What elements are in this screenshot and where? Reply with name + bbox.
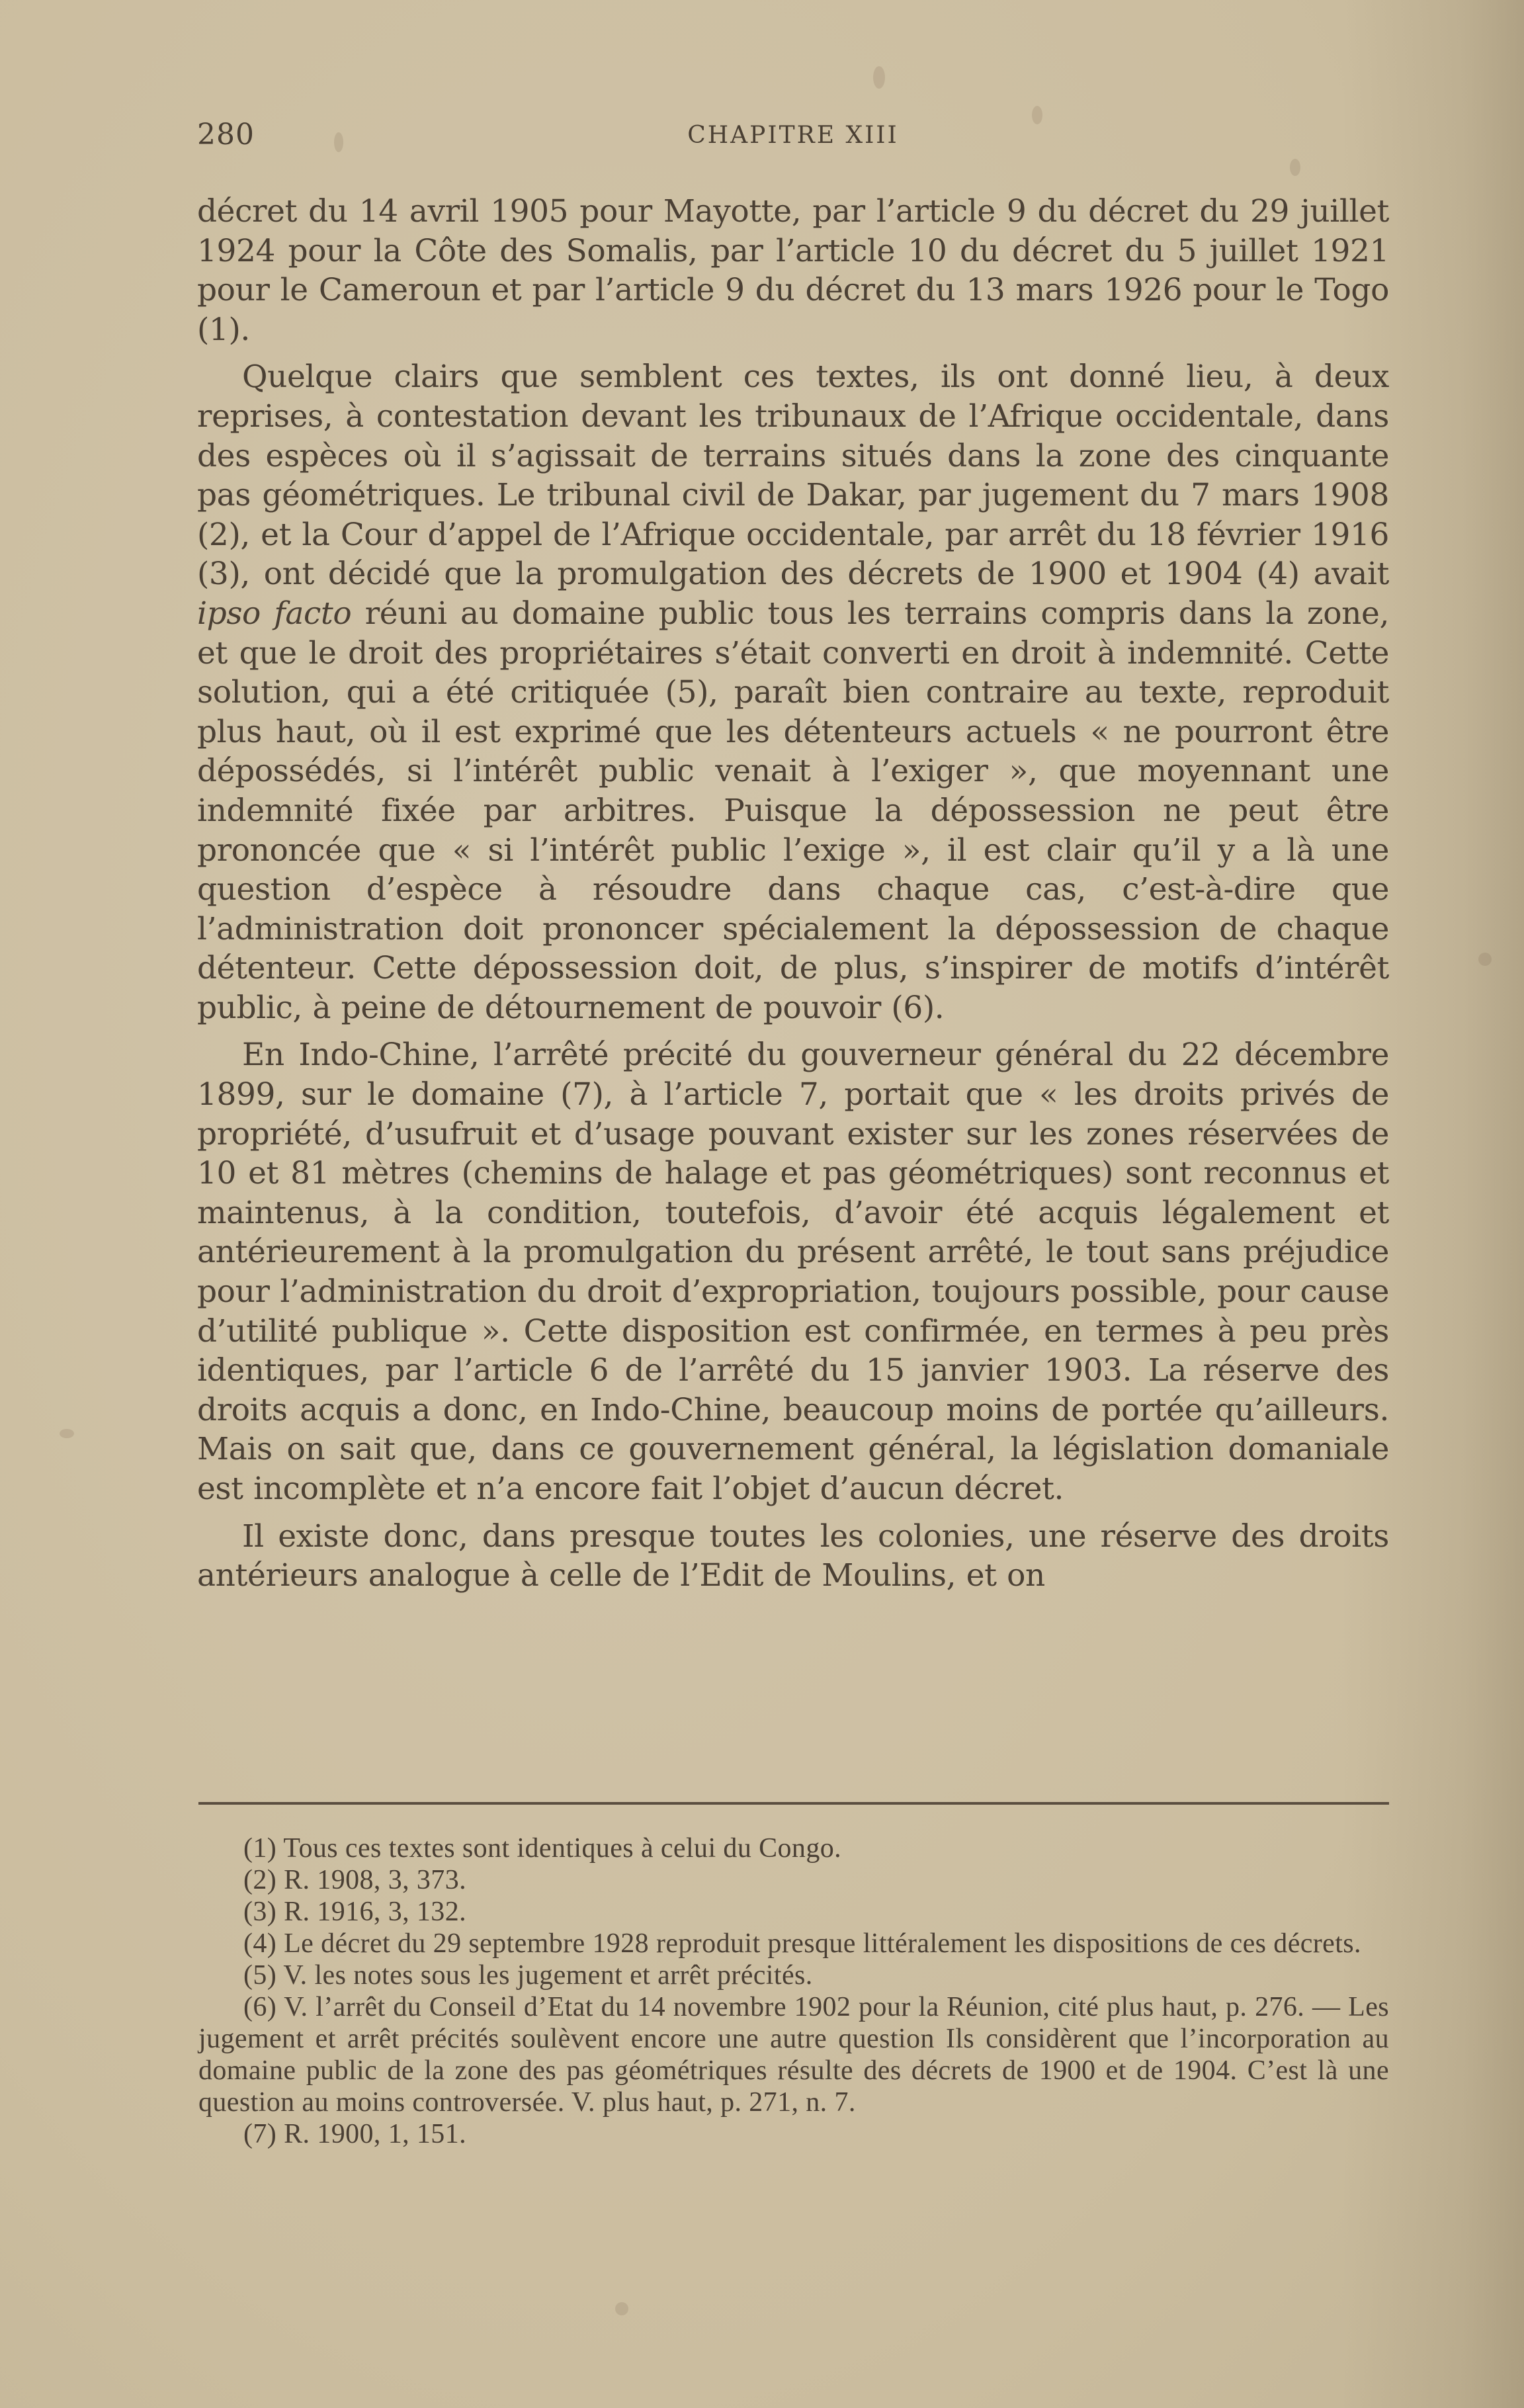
paragraph-indochine: En Indo-Chine, l’arrêté précité du gouverneur général du 22 décembre 1899, sur le domaine (7), à l’article 7, portait que « les droits privés de propriété, d’usufruit et d’usage pouvant exister sur les zones réservées de 10 et 81 mètres (chemins de halage et pas géométriques) sont reconnus et maintenus, à la condition, toutefois, d’avoir été acquis légalement et antérieurement à la promulgation du présent arrêté, le tout sans préjudice pour l’administration du droit d’expropriation, toujours possible, pour cause d’utilité publique ». Cette disposition est confirmée, en termes à peu près identiques, par l’article 6 de l’arrêté du 15 janvier 1903. La réserve des droits acquis a donc, en Indo-Chine, beaucoup moins de portée qu’ailleurs. Mais on sait que, dans ce gouvernement général, la législation domaniale est incomplète et n’a encore fait l’objet d’aucun décret. <box>197 1037 1389 1507</box>
footnote-text: R. 1908, 3, 373. <box>284 1865 467 1895</box>
footnote-text: V. l’arrêt du Conseil d’Etat du 14 novembre 1902 pour la Réunion, cité plus haut, p. 276. — Les jugement et arrêt précités soulèvent encore une autre question Ils considèrent que l’incorporation au domaine public de la zone des pas géométriques résulte des décrets de 1900 et de 1904. C’est là une question au moins controversée. V. plus haut, p. 271, n. 7. <box>198 1992 1389 2118</box>
footnote-marker: (2) <box>243 1865 277 1895</box>
paragraph-text: réuni au domaine public tous les terrains compris dans la zone, et que le droit des propriétaires s’était converti en droit à indemnité. Cette solution, qui a été critiquée (5), paraît bien contraire au texte, reproduit plus haut, où il est exprimé que les détenteurs actuels « ne pourront être dépossédés, si l’intérêt public venait à l’exiger », que moyennant une indemnité fixée par arbitres. Puisque la dépossession ne peut être prononcée que « si l’intérêt public l’exige », il est clair qu’il y a là une question d’espèce à résoudre dans chaque cas, c’est-à-dire que l’administration doit prononcer spécialement la dépossession de chaque détenteur. Cette dépossession doit, de plus, s’inspirer de motifs d’intérêt public, à peine de détournement de pouvoir (6). <box>197 595 1389 1026</box>
footnote-2 <box>198 1864 1389 1896</box>
running-head <box>197 118 1389 157</box>
footnote-text: Le décret du 29 septembre 1928 reproduit presque littéralement les dispositions de ces décrets. <box>284 1928 1361 1959</box>
footnote-5 <box>198 1959 1389 1991</box>
paper-stain <box>615 2302 628 2315</box>
footnote-separator <box>198 1802 1389 1805</box>
footnote-marker: (5) <box>243 1960 277 1991</box>
footnote-3 <box>198 1896 1389 1928</box>
page-number: 280 <box>197 118 255 151</box>
paper-stain <box>873 66 885 89</box>
chapter-title: CHAPITRE XIII <box>687 122 899 149</box>
footnote-text: R. 1900, 1, 151. <box>284 2119 467 2149</box>
paper-stain <box>60 1429 74 1438</box>
footnotes <box>198 1832 1389 2150</box>
italic-phrase: ipso facto <box>197 595 352 632</box>
footnote-marker: (1) <box>243 1833 277 1864</box>
footnote-4 <box>198 1928 1389 1959</box>
footnote-marker: (7) <box>243 2119 277 2149</box>
footnote-text: V. les notes sous les jugement et arrêt précités. <box>283 1960 813 1991</box>
paragraph-continuation: décret du 14 avril 1905 pour Mayotte, par l’article 9 du décret du 29 juillet 1924 pour la Côte des Somalis, par l’article 10 du décret du 5 juillet 1921 pour le Cameroun et par l’article 9 du décret du 13 mars 1926 pour le Togo (1). <box>197 193 1389 348</box>
paper-stain <box>1290 159 1300 176</box>
footnote-7 <box>198 2118 1389 2150</box>
paragraph-text: Quelque clairs que semblent ces textes, ils ont donné lieu, à deux reprises, à contestation devant les tribunaux de l’Afrique occidentale, dans des espèces où il s’agissait de terrains situés dans la zone des cinquante pas géométriques. Le tribunal civil de Dakar, par jugement du 7 mars 1908 (2), et la Cour d’appel de l’Afrique occidentale, par arrêt du 18 février 1916 (3), ont décidé que la promulgation des décrets de 1900 et 1904 (4) avait <box>197 359 1389 593</box>
footnote-marker: (6) <box>243 1992 277 2022</box>
paragraph-conclusion: Il existe donc, dans presque toutes les colonies, une réserve des droits antérieurs analogue à celle de l’Edit de Moulins, et on <box>197 1518 1389 1594</box>
footnote-text: Tous ces textes sont identiques à celui du Congo. <box>283 1833 842 1864</box>
footnote-text: R. 1916, 3, 132. <box>284 1897 467 1927</box>
footnote-marker: (4) <box>243 1928 277 1959</box>
paper-stain <box>1478 953 1492 966</box>
body-text <box>197 192 1389 1596</box>
paragraph-senegal-litigation <box>197 357 1389 1027</box>
footnote-marker: (3) <box>243 1897 277 1927</box>
footnote-1 <box>198 1832 1389 1864</box>
footnote-6 <box>198 1991 1389 2118</box>
